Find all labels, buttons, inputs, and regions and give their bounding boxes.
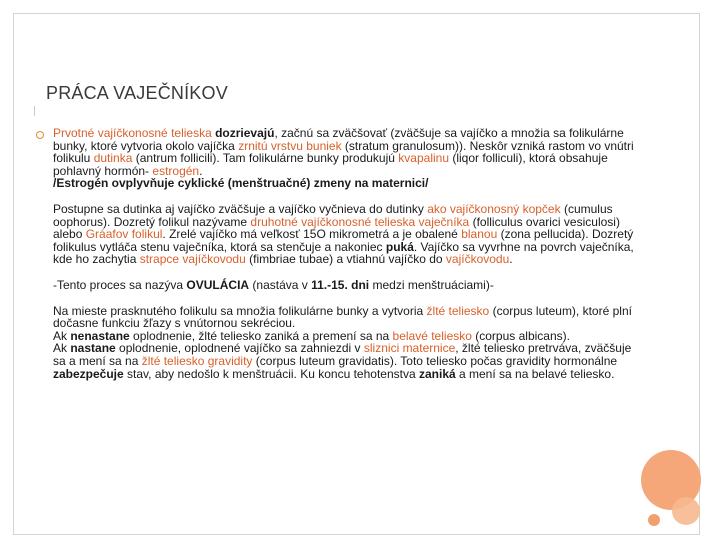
text-run: , začnú sa zväčšovať (zväčšuje sa vajíčko a množia sa folikulárne bunky, ktoré vytvoria okolo vajíčka	[53, 126, 624, 153]
text-run: (antrum follicili). Tam folikulárne bunky produkujú	[132, 151, 399, 166]
highlighted-term: estrogén	[152, 163, 200, 178]
text-run: (fimbriae tubae) a vtiahnú vajíčko do	[245, 252, 446, 267]
highlighted-term: ako vajíčkonosný kopček	[427, 201, 561, 216]
text-run: Na mieste prasknutého folikulu sa množia folikulárne bunky a vytvoria	[53, 303, 427, 318]
text-run: oplodnenie, žlté teliesko zaniká a premení sa na	[129, 328, 393, 343]
highlighted-term: kvapalinu	[398, 151, 449, 166]
text-run: (corpus luteum gravidatis). Toto teliesko počas gravidity hormonálne	[252, 353, 618, 368]
bold-term: zaniká	[418, 366, 456, 381]
text-run: a mení sa na belavé teliesko.	[455, 366, 615, 381]
text-run: Ak	[53, 341, 71, 356]
text-run: (liqor folliculi), ktorá obsahuje pohlavný hormón-	[53, 151, 608, 178]
paragraph-corpus-luteum	[53, 305, 638, 330]
highlighted-term: strapce vajíčkovodu	[139, 252, 246, 267]
text-run: stav, aby nedošlo k menštruácii. Ku koncu tehotenstva	[123, 366, 419, 381]
paragraph-estrogen-note: /Estrogén ovplyvňuje cyklické (menštruačné) zmeny na maternici/	[53, 176, 429, 191]
bold-term: dozrievajú	[215, 126, 275, 140]
text-run: . Zrelé vajíčko má veľkosť 15O mikrometrá a je obalené	[162, 227, 462, 242]
text-run: (cumulus oophorus). Dozretý folikul nazývame	[53, 201, 613, 229]
paragraph-ovulation	[53, 279, 638, 292]
highlighted-term: zrnitú vrstvu buniek	[238, 138, 342, 153]
highlighted-term: belavé teliesko	[392, 328, 472, 343]
slide-body	[53, 127, 638, 380]
highlighted-term: druhotné vajíčkonosné telieska vaječníka	[250, 214, 470, 229]
text-run: . Vajíčko sa vyvrhne na povrch vaječníka, kde ho zachytia	[53, 239, 634, 267]
highlighted-term: žlté teliesko	[426, 303, 490, 318]
text-run: , žlté teliesko pretrváva, zväčšuje sa a mení sa na	[53, 341, 632, 368]
text-run: (folliculus ovarici vesiculosi) alebo	[53, 214, 620, 242]
highlighted-term: blanou	[461, 227, 498, 242]
highlighted-term: Prvotné vajíčkonosné telieska	[53, 126, 216, 140]
highlighted-term: žlté teliesko gravidity	[141, 353, 253, 368]
bold-term: nenastane	[70, 328, 130, 343]
text-run: Postupne sa dutinka aj vajíčko zväčšuje a vajíčko vyčnieva do dutinky	[53, 201, 428, 216]
text-run: Ak	[53, 328, 71, 343]
paragraph-fertilization	[53, 342, 638, 380]
highlighted-term: sliznici maternice	[363, 341, 456, 356]
decorative-circle-small	[648, 514, 660, 526]
bold-term: nastane	[70, 341, 116, 356]
bold-term: 11.-15. dni	[311, 277, 370, 292]
highlighted-term: dutinka	[93, 151, 133, 166]
text-run: (zona pellucida). Dozretý folikulus vytláča stenu vaječníka, ktorá sa stenčuje a nakoniec	[53, 227, 634, 254]
paragraph-graafian-follicle	[53, 203, 638, 266]
decorative-circle-medium	[672, 497, 700, 525]
highlighted-term: Gráafov folikul	[85, 227, 163, 242]
text-run: (stratum granulosum)). Neskôr vzniká rastom vo vnútri folikulu	[53, 138, 634, 166]
text-run: oplodnenie, oplodnené vajíčko sa zahniezdi v	[115, 341, 364, 356]
bullet-circle-icon	[36, 131, 44, 139]
highlighted-term: vajíčkovodu	[445, 252, 510, 267]
text-run: -Tento proces sa nazýva	[53, 277, 187, 292]
title-divider	[34, 106, 35, 116]
text-run: medzi menštruáciami)-	[369, 277, 494, 292]
bold-term: zabezpečuje	[53, 366, 124, 381]
text-run: (corpus albicans).	[471, 328, 570, 343]
text-run: .	[509, 252, 513, 267]
text-run: (corpus luteum), ktoré plní dočasne funkciu žľazy s vnútornou sekréciou.	[53, 303, 632, 331]
text-run: .	[199, 163, 203, 178]
bold-term: puká	[385, 239, 414, 254]
text-run: (nastáva v	[249, 277, 312, 292]
slide-title: PRÁCA VAJEČNÍKOV	[46, 83, 228, 103]
paragraph-follicle-maturation	[53, 127, 638, 177]
bold-term: OVULÁCIA	[186, 277, 250, 292]
